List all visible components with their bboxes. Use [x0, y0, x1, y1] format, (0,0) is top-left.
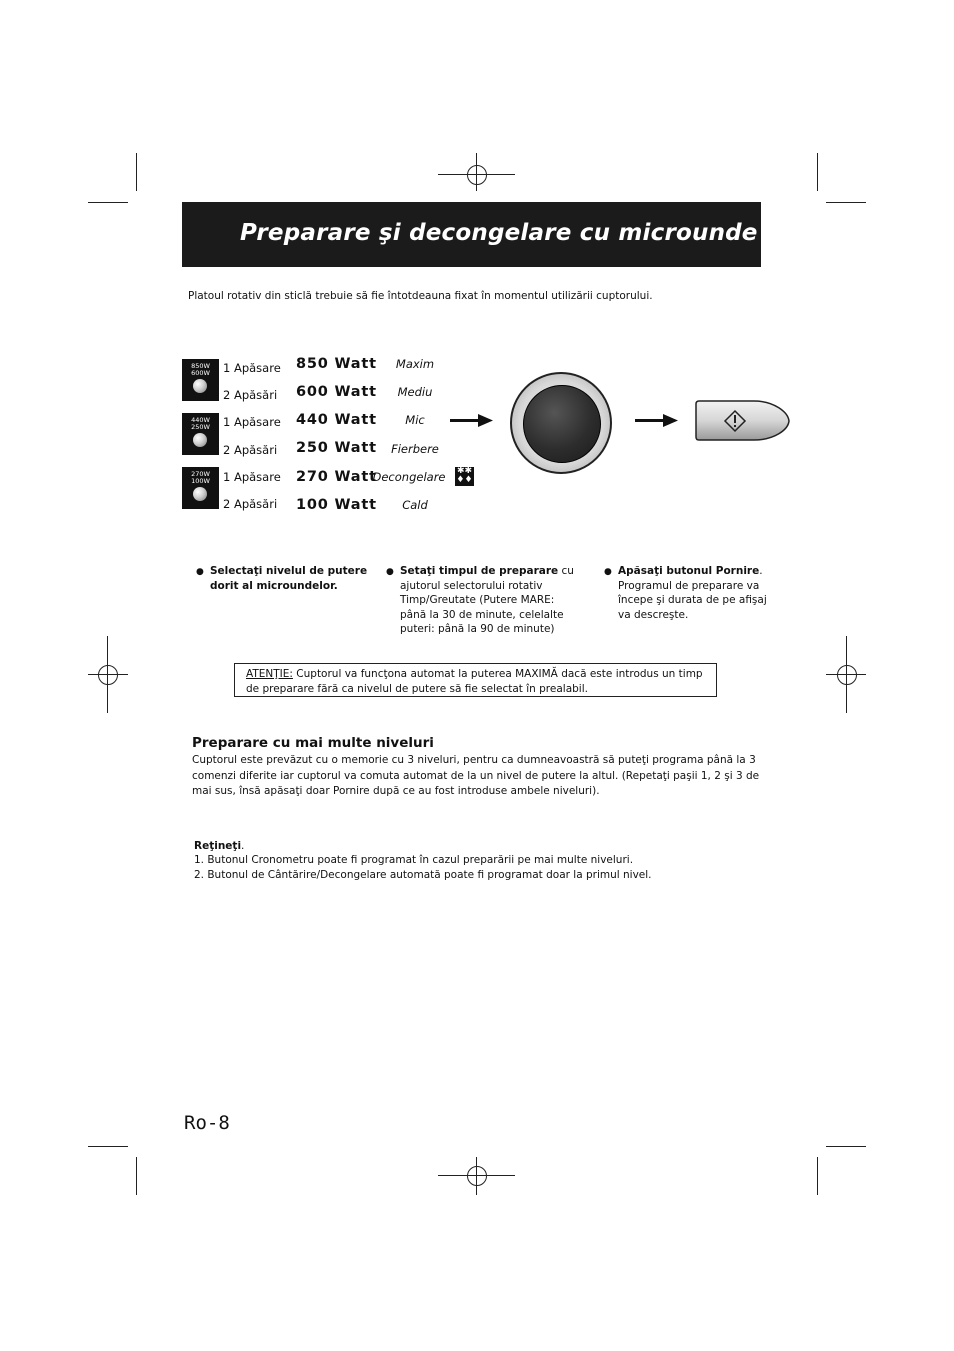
- caution-box: [234, 663, 717, 697]
- caution-label: ATENŢIE:: [246, 668, 293, 680]
- press-count: 1 Apăsare: [223, 415, 281, 429]
- step-3: Apăsaţi butonul Pornire. Programul de preparare va începe şi durata de pe afişaj va descreşte.: [618, 565, 767, 621]
- bullet-icon: ●: [604, 567, 612, 577]
- defrost-icon: ✱✱ ♦♦: [456, 466, 473, 485]
- intro-text: Platoul rotativ din sticlă trebuie să fie întotdeauna fixat în momentul utilizării cuptorului.: [188, 290, 653, 302]
- note-title: Reţineţi.: [194, 840, 245, 852]
- title-bar: [182, 202, 761, 267]
- step-2: Setaţi timpul de preparare cu ajutorul selectorului rotativ Timp/Greutate (Putere MARE: până la 30 de minute, celelalte puteri: până la 90 de minute): [400, 565, 574, 635]
- power-button-850-600[interactable]: [182, 359, 219, 401]
- power-label-top: 850W: [191, 362, 210, 370]
- power-label-bottom: 600W: [191, 369, 210, 377]
- note-item: 2. Butonul de Cântărire/Decongelare automată poate fi programat doar la primul nivel.: [194, 869, 652, 881]
- knob-icon: [193, 487, 207, 501]
- bullet-icon: ●: [196, 567, 204, 577]
- power-level-name: Cald: [402, 498, 428, 512]
- power-level-name: Fierbere: [391, 442, 439, 456]
- power-level-name: Maxim: [395, 357, 435, 371]
- note-item: 1. Butonul Cronometru poate fi programat în cazul preparării pe mai multe niveluri.: [194, 854, 634, 866]
- watt-value: 100 Watt: [296, 497, 377, 513]
- bullet-icon: ●: [386, 567, 394, 577]
- power-level-name: Mediu: [397, 385, 433, 399]
- watt-value: 250 Watt: [296, 440, 377, 456]
- section-paragraph: Cuptorul este prevăzut cu o memorie cu 3 niveluri, pentru ca dumneavoastră să puteţi programa până la 3 comenzi diferite iar cuptorul va comuta automat de la un nivel de putere la altul. (Repetaţi paşii 1, 2 şi 3 de mai sus, însă apăsaţi doar Pornire după ce au fost introduse ambele niveluri).: [192, 754, 760, 797]
- power-label-top: 440W: [191, 416, 210, 424]
- press-count: 2 Apăsări: [223, 443, 278, 457]
- press-count: 2 Apăsări: [223, 388, 278, 402]
- step-1: Selectaţi nivelul de putere dorit al microundelor.: [210, 565, 368, 592]
- press-count: 1 Apăsare: [223, 361, 281, 375]
- power-button-270-100[interactable]: [182, 467, 219, 509]
- caution-text: ATENŢIE: Cuptorul va funcţona automat la puterea MAXIMĂ dacă este introdus un timp de preparare fără ca nivelul de putere să fie selectat în prealabil.: [246, 668, 703, 695]
- watt-value: 270 Watt: [296, 469, 377, 485]
- watt-value: 440 Watt: [296, 412, 377, 428]
- watt-value: 600 Watt: [296, 384, 377, 400]
- power-level-name: Mic: [405, 413, 425, 427]
- page-number: Ro-8: [184, 1112, 230, 1134]
- power-button-440-250[interactable]: [182, 413, 219, 455]
- section-heading: Preparare cu mai multe niveluri: [192, 735, 434, 751]
- power-level-name: Decongelare: [372, 470, 446, 484]
- power-label-bottom: 250W: [191, 423, 210, 431]
- arrow-right-icon: [450, 413, 494, 429]
- start-button[interactable]: [694, 398, 792, 444]
- arrow-right-icon: [635, 413, 679, 429]
- press-count: 1 Apăsare: [223, 470, 281, 484]
- page-title: Preparare şi decongelare cu microunde: [240, 220, 758, 246]
- dial-knob-icon: [523, 385, 601, 463]
- knob-icon: [193, 433, 207, 447]
- knob-icon: [193, 379, 207, 393]
- press-count: 2 Apăsări: [223, 497, 278, 511]
- power-label-top: 270W: [191, 470, 210, 478]
- timer-weight-dial[interactable]: [510, 372, 612, 474]
- power-label-bottom: 100W: [191, 477, 210, 485]
- watt-value: 850 Watt: [296, 356, 377, 372]
